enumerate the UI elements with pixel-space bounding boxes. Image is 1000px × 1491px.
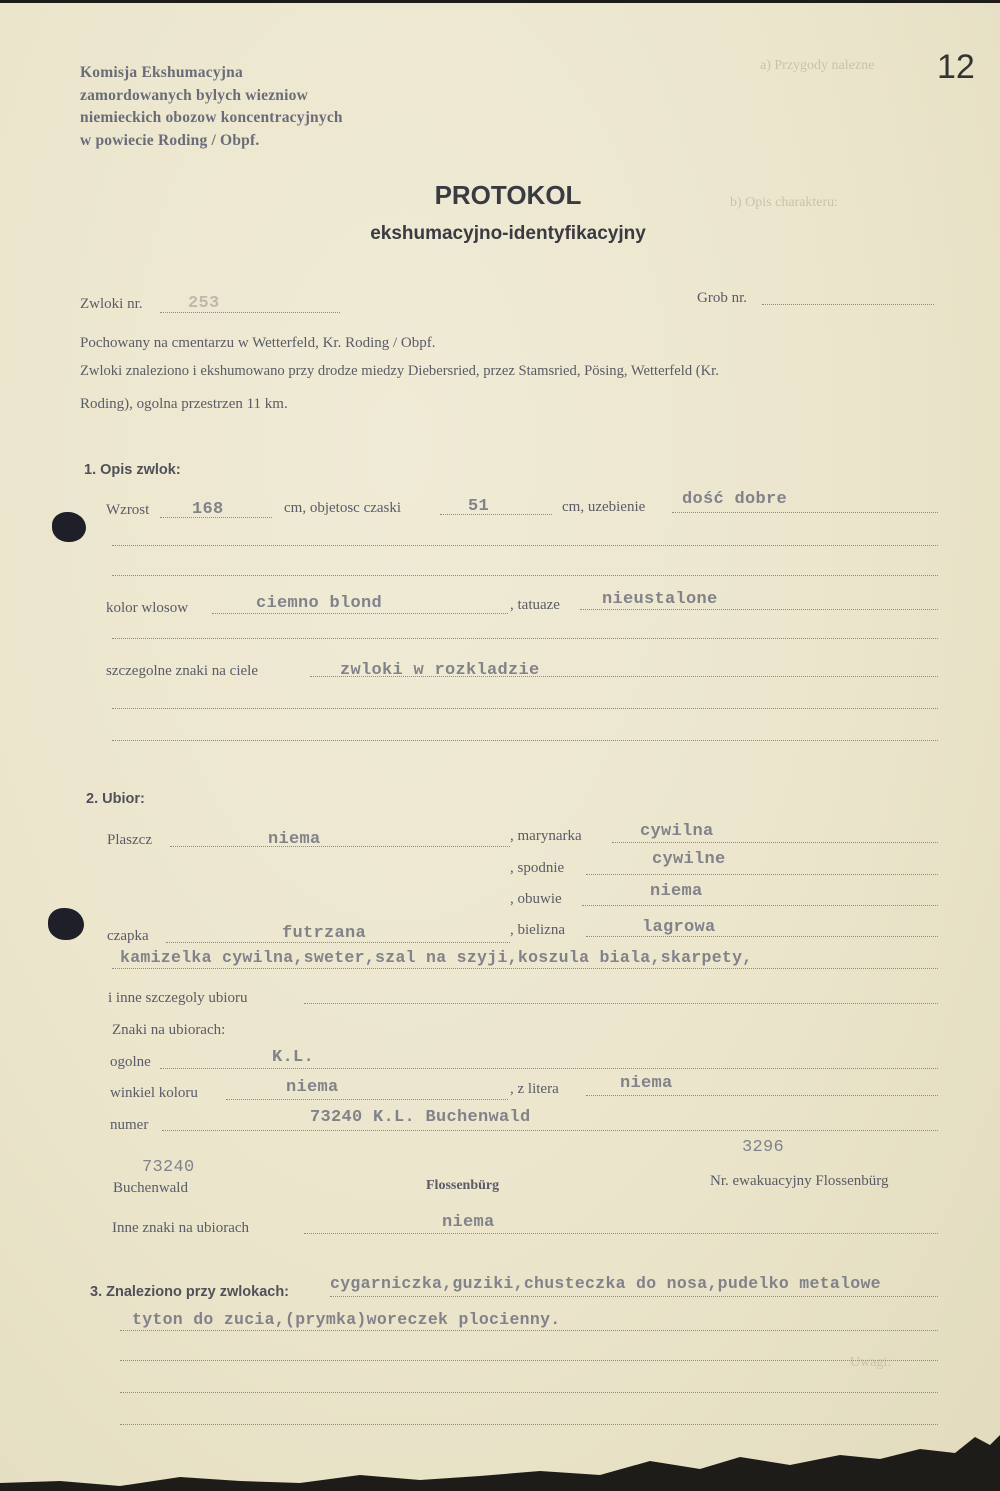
blank-line-5 — [112, 740, 938, 741]
kolor-line — [212, 613, 508, 614]
page-subtitle: ekshumacyjno-identyfikacyjny — [370, 223, 646, 244]
torn-bottom-edge — [0, 1431, 1000, 1491]
header-line-1: Komisja Ekshumacyjna — [80, 64, 243, 81]
numer-line — [162, 1130, 938, 1131]
bleed-text-c: Uwagi: — [850, 1355, 892, 1370]
inne-szczegoly-line — [304, 1003, 938, 1004]
czaszka-line — [440, 514, 552, 515]
section-3-line-1: cygarniczka,guziki,chusteczka do nosa,pudelko metalowe — [330, 1274, 881, 1293]
section-3-dots-4 — [120, 1392, 938, 1393]
tatuaze-value: nieustalone — [602, 590, 718, 609]
scan-top-edge — [0, 0, 1000, 3]
litera-label: , z litera — [510, 1081, 559, 1097]
extra-line-dots — [112, 968, 938, 969]
section-2-heading: 2. Ubior: — [86, 791, 145, 807]
header-line-2: zamordowanych bylych wiezniow — [80, 87, 308, 104]
obuwie-label: , obuwie — [510, 891, 562, 907]
plaszcz-value: niema — [268, 830, 321, 849]
tatuaze-label: , tatuaze — [510, 597, 560, 613]
zwloki-value: 253 — [188, 294, 220, 313]
ink-blot-2 — [48, 908, 84, 940]
litera-value: niema — [620, 1074, 673, 1093]
plaszcz-label: Plaszcz — [107, 832, 152, 848]
czapka-label: czapka — [107, 928, 149, 944]
ink-blot-1 — [52, 512, 86, 542]
section-3-dots-3 — [120, 1360, 938, 1361]
bielizna-label: , bielizna — [510, 922, 565, 938]
buchenwald-label: Buchenwald — [113, 1180, 188, 1196]
winkiel-label: winkiel koloru — [110, 1085, 198, 1101]
header-line-4: w powiecie Roding / Obpf. — [80, 132, 260, 149]
section-3-dots-2 — [120, 1330, 938, 1331]
section-3-dots-1 — [330, 1296, 938, 1297]
section-3-dots-5 — [120, 1424, 938, 1425]
numer-label: numer — [110, 1117, 149, 1133]
inne-szczegoly-label: i inne szczegoly ubioru — [108, 990, 248, 1006]
marynarka-line — [612, 842, 938, 843]
obuwie-value: niema — [650, 882, 703, 901]
znaki-ubiorach-label: Znaki na ubiorach: — [112, 1022, 226, 1038]
spodnie-line — [586, 874, 938, 875]
grob-label: Grob nr. — [697, 290, 747, 306]
buchenwald-number: 73240 — [142, 1158, 195, 1177]
ogolne-line — [160, 1068, 938, 1069]
section-3-heading: 3. Znaleziono przy zwlokach: — [90, 1284, 290, 1300]
cm-objetosc-label: cm, objetosc czaski — [284, 500, 402, 516]
zwloki-line — [160, 312, 340, 313]
inne-znaki-line — [304, 1233, 938, 1234]
znaleziono-text-2: Roding), ogolna przestrzen 11 km. — [80, 396, 288, 412]
bleed-text-a: a) Przygody nalezne — [760, 58, 875, 73]
blank-line-4 — [112, 708, 938, 709]
kolor-label: kolor wlosow — [106, 600, 189, 616]
ewak-label: Nr. ewakuacyjny Flossenbürg — [710, 1173, 889, 1189]
ewak-number: 3296 — [742, 1138, 785, 1157]
kolor-value: ciemno blond — [256, 594, 383, 613]
zwloki-label: Zwloki nr. — [80, 296, 143, 312]
znaki-ciele-label: szczegolne znaki na ciele — [106, 663, 258, 679]
wzrost-label: Wzrost — [106, 502, 150, 518]
ogolne-label: ogolne — [110, 1054, 151, 1070]
section-3-line-2: tyton do zucia,(prymka)woreczek plocienny. — [132, 1310, 561, 1329]
czaszka-value: 51 — [468, 497, 490, 516]
inne-znaki-label: Inne znaki na ubiorach — [112, 1220, 250, 1236]
marynarka-value: cywilna — [640, 822, 714, 841]
winkiel-value: niema — [286, 1078, 339, 1097]
blank-line-2 — [112, 575, 938, 576]
uzebienie-line — [672, 512, 938, 513]
bleed-text-b: b) Opis charakteru: — [730, 195, 839, 210]
plaszcz-line — [170, 846, 510, 847]
grob-line — [762, 304, 934, 305]
znaki-ciele-value: zwloki w rozkladzie — [340, 661, 540, 680]
bielizna-line — [586, 936, 938, 937]
header-line-3: niemieckich obozow koncentracyjnych — [80, 109, 343, 126]
spodnie-label: , spodnie — [510, 860, 565, 876]
ogolne-value: K.L. — [272, 1048, 315, 1067]
tatuaze-line — [580, 609, 938, 610]
czapka-value: futrzana — [282, 924, 367, 943]
page-title: PROTOKOL — [434, 180, 582, 210]
marynarka-label: , marynarka — [510, 828, 582, 844]
inne-znaki-value: niema — [442, 1213, 495, 1232]
ubior-extra-line: kamizelka cywilna,sweter,szal na szyji,koszula biala,skarpety, — [120, 948, 753, 967]
flossenburg-label: Flossenbürg — [426, 1178, 500, 1193]
znaleziono-text-1: Zwloki znaleziono i ekshumowano przy drodze miedzy Diebersried, przez Stamsried, Pösing, Wetterfeld (Kr. — [80, 363, 719, 379]
uzebienie-value: dość dobre — [682, 490, 788, 509]
wzrost-value: 168 — [192, 500, 224, 519]
bielizna-value: lagrowa — [642, 918, 716, 937]
numer-value: 73240 K.L. Buchenwald — [310, 1108, 531, 1127]
blank-line-3 — [112, 638, 938, 639]
uzebienie-label: cm, uzebienie — [562, 499, 646, 515]
spodnie-value: cywilne — [652, 850, 726, 869]
litera-line — [586, 1095, 938, 1096]
winkiel-line — [226, 1099, 508, 1100]
pochowany-text: Pochowany na cmentarzu w Wetterfeld, Kr. Roding / Obpf. — [80, 335, 436, 351]
blank-line-1 — [112, 545, 938, 546]
page-number: 12 — [937, 48, 975, 86]
obuwie-line — [582, 905, 938, 906]
section-1-heading: 1. Opis zwlok: — [84, 462, 181, 478]
